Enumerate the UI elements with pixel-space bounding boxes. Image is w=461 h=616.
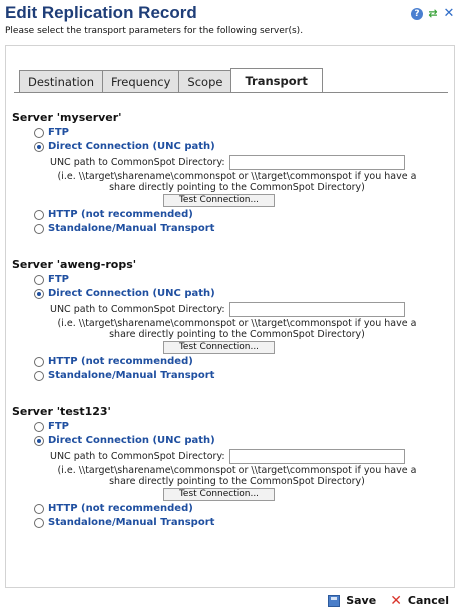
radio-unc[interactable] [34,434,426,447]
unc-note: (i.e. \\target\sharename\commonspot or \\target\commonspot if you have a share directly pointing to the CommonSpot Directory) [57,318,417,340]
radio-button[interactable] [34,210,44,220]
unc-path-input[interactable] [229,449,405,464]
radio-unc[interactable] [34,287,426,300]
tab-divider [14,92,448,93]
tab-bar [19,68,323,93]
radio-button[interactable] [34,142,44,152]
radio-manual[interactable] [34,222,426,235]
page-subtitle: Please select the transport parameters for the following server(s). [5,26,304,36]
radio-label: Direct Connection (UNC path) [48,288,215,299]
radio-label: HTTP (not recommended) [48,503,193,514]
cancel-label: Cancel [407,594,449,607]
refresh-icon[interactable]: ⇄ [428,7,438,20]
tab-frequency[interactable]: Frequency [102,70,178,93]
server-section [12,404,426,529]
tab-scope[interactable]: Scope [178,70,230,93]
tab-destination[interactable]: Destination [19,70,102,93]
radio-ftp[interactable] [34,420,426,433]
unc-label: UNC path to CommonSpot Directory: [50,450,225,462]
radio-ftp[interactable] [34,126,426,139]
radio-http[interactable] [34,502,426,515]
unc-row [50,447,426,465]
test-connection-button[interactable]: Test Connection... [163,194,275,207]
radio-button[interactable] [34,224,44,234]
server-section [12,110,426,235]
radio-http[interactable] [34,355,426,368]
unc-row [50,153,426,171]
radio-manual[interactable] [34,369,426,382]
server-section [12,257,426,382]
server-title: Server 'aweng-rops' [12,258,137,271]
server-title: Server 'test123' [12,405,111,418]
radio-button[interactable] [34,422,44,432]
radio-button[interactable] [34,371,44,381]
close-icon[interactable]: ✕ [443,6,455,21]
save-label: Save [346,594,377,607]
save-icon [328,595,340,607]
radio-button[interactable] [34,357,44,367]
test-connection-button[interactable]: Test Connection... [163,488,275,501]
footer-actions [328,594,449,607]
help-icon[interactable]: ? [411,8,423,20]
unc-label: UNC path to CommonSpot Directory: [50,156,225,168]
radio-button[interactable] [34,518,44,528]
radio-button[interactable] [34,128,44,138]
unc-note: (i.e. \\target\sharename\commonspot or \\target\commonspot if you have a share directly pointing to the CommonSpot Directory) [57,171,417,193]
radio-label: FTP [48,127,69,138]
radio-label: Standalone/Manual Transport [48,517,215,528]
radio-label: Standalone/Manual Transport [48,223,215,234]
page-title: Edit Replication Record [5,3,197,22]
radio-ftp[interactable] [34,273,426,286]
unc-path-input[interactable] [229,302,405,317]
radio-button[interactable] [34,436,44,446]
cancel-icon: ✕ [390,592,402,609]
radio-http[interactable] [34,208,426,221]
tab-transport[interactable]: Transport [230,68,322,93]
radio-manual[interactable] [34,516,426,529]
save-button[interactable] [328,594,376,607]
radio-label: Standalone/Manual Transport [48,370,215,381]
radio-label: HTTP (not recommended) [48,209,193,220]
header-icons [411,8,455,20]
unc-row [50,300,426,318]
radio-button[interactable] [34,275,44,285]
radio-label: FTP [48,274,69,285]
radio-unc[interactable] [34,140,426,153]
server-title: Server 'myserver' [12,111,122,124]
test-connection-button[interactable]: Test Connection... [163,341,275,354]
radio-button[interactable] [34,504,44,514]
radio-label: FTP [48,421,69,432]
cancel-button[interactable] [390,594,449,607]
radio-label: Direct Connection (UNC path) [48,435,215,446]
unc-note: (i.e. \\target\sharename\commonspot or \\target\commonspot if you have a share directly pointing to the CommonSpot Directory) [57,465,417,487]
unc-label: UNC path to CommonSpot Directory: [50,303,225,315]
radio-button[interactable] [34,289,44,299]
unc-path-input[interactable] [229,155,405,170]
radio-label: Direct Connection (UNC path) [48,141,215,152]
radio-label: HTTP (not recommended) [48,356,193,367]
